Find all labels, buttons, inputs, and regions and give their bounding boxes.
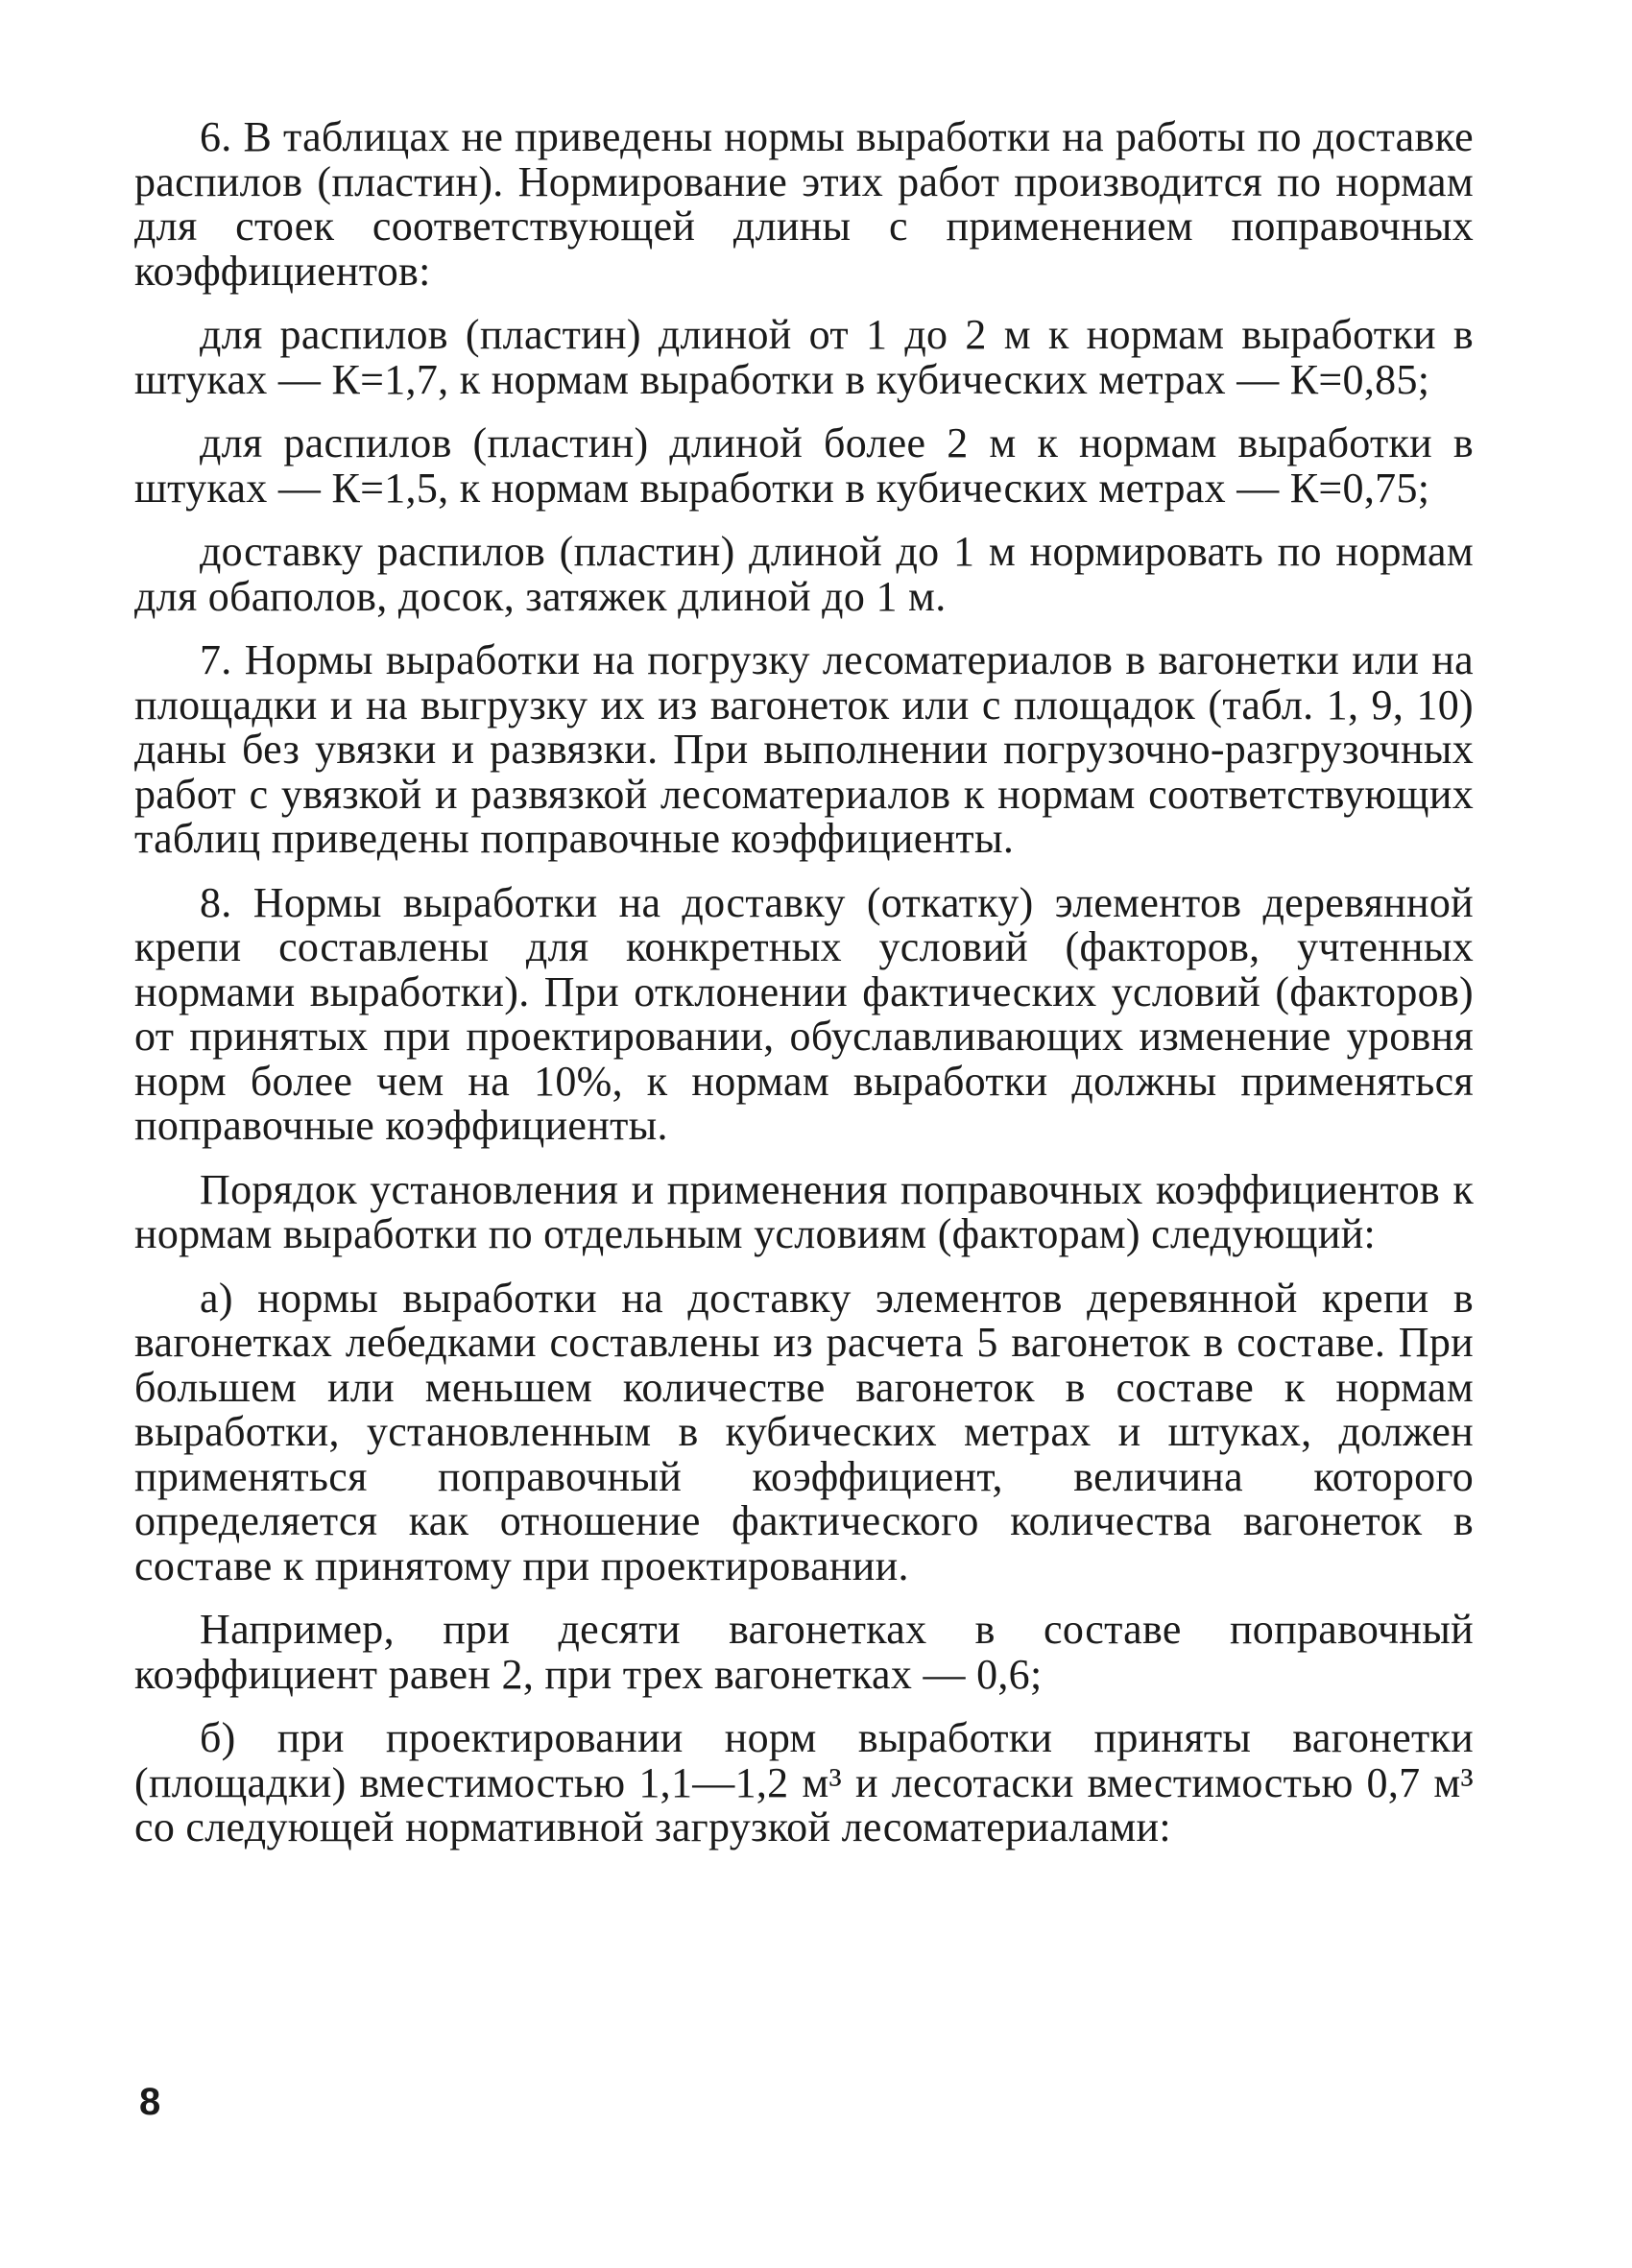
paragraph-8: 8. Нормы выработки на доставку (откатку) элементов деревянной крепи составлены для конкретных условий (факторов, учтенных нормами выработки). При отклонении фактических условий (факторов) от принятых при проектировании, обуславливающих изменение уровня норм более чем на 10%, к нормам выработки должны применяться поправочные коэффициенты. <box>134 878 1474 1149</box>
page-number: 8 <box>139 2081 161 2123</box>
paragraph-procedure: Порядок установления и применения поправочных коэффициентов к нормам выработки по отдельным условиям (факторам) следующий: <box>134 1165 1474 1257</box>
paragraph-6-case-over-2m: для распилов (пластин) длиной более 2 м к нормам выработки в штуках — К=1,5, к нормам выработки в кубических метрах — К=0,75; <box>134 419 1474 512</box>
paragraph-example: Например, при десяти вагонетках в составе поправочный коэффициент равен 2, при трех вагонетках — 0,6; <box>134 1606 1474 1698</box>
document-body <box>134 115 1474 1870</box>
paragraph-item-a: а) нормы выработки на доставку элементов деревянной крепи в вагонетках лебедками составлены из расчета 5 вагонеток в составе. При большем или меньшем количестве вагонеток в составе к нормам выработки, установленным в кубических метрах и штуках, должен применяться поправочный коэффициент, величина которого определяется как отношение фактического количества вагонеток в составе к принятому при проектировании. <box>134 1274 1474 1589</box>
paragraph-item-b: б) при проектировании норм выработки приняты вагонетки (площадки) вместимостью 1,1—1,2 м³ и лесотаски вместимостью 0,7 м³ со следующей нормативной загрузкой лесоматериалами: <box>134 1714 1474 1850</box>
paragraph-6-case-under-1m: доставку распилов (пластин) длиной до 1 м нормировать по нормам для обаполов, досок, затяжек длиной до 1 м. <box>134 528 1474 620</box>
paragraph-6: 6. В таблицах не приведены нормы выработки на работы по доставке распилов (пластин). Нормирование этих работ производится по нормам для стоек соответствующей длины с применением поправочных коэффициентов: <box>134 113 1474 295</box>
paragraph-7: 7. Нормы выработки на погрузку лесоматериалов в вагонетки или на площадки и на выгрузку их из вагонеток или с площадок (табл. 1, 9, 10) даны без увязки и развязки. При выполнении погрузочно-разгрузочных работ с увязкой и развязкой лесоматериалов к нормам соответствующих таблиц приведены поправочные коэффициенты. <box>134 636 1474 862</box>
paragraph-6-case-1-2m: для распилов (пластин) длиной от 1 до 2 м к нормам выработки в штуках — К=1,7, к нормам выработки в кубических метрах — К=0,85; <box>134 311 1474 403</box>
